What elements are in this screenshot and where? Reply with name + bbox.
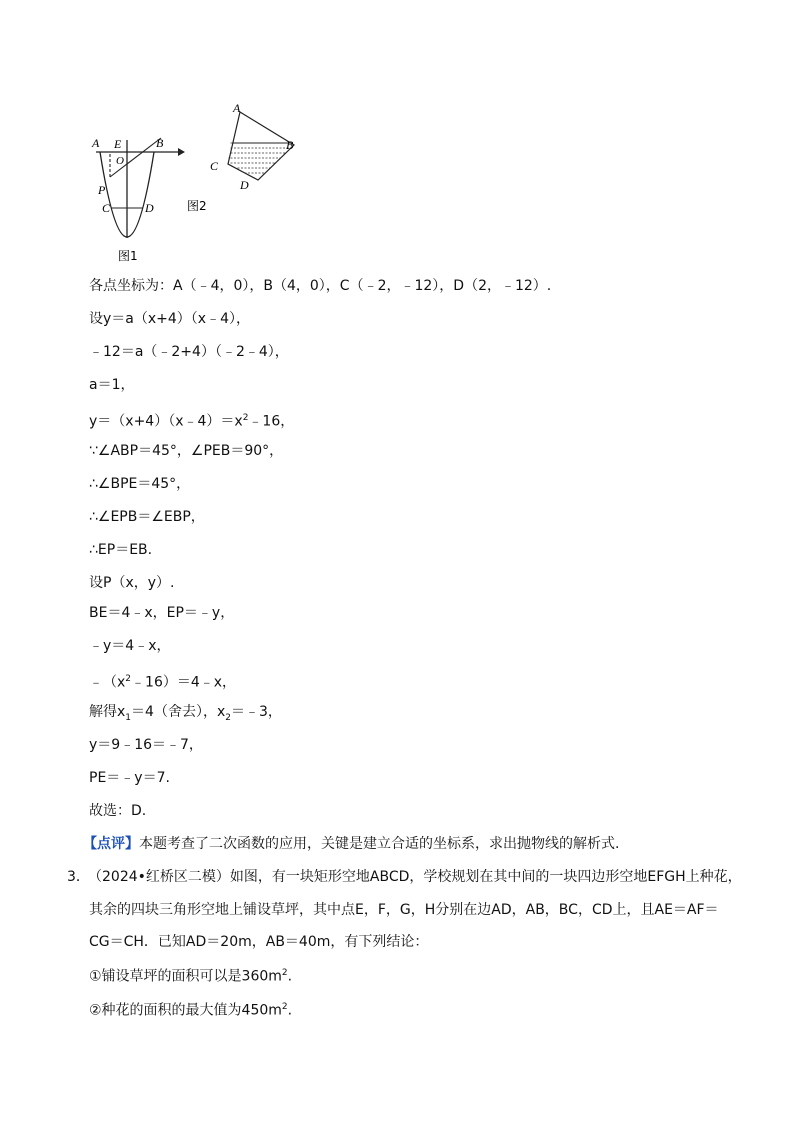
solution-line-2: ﹣12＝a（﹣2+4）（﹣2﹣4）， xyxy=(89,344,289,360)
container-outline xyxy=(228,112,294,180)
conclusion-1-period: . xyxy=(287,968,293,985)
label-p: P xyxy=(98,183,106,197)
subscript-1: 1 xyxy=(125,712,132,723)
label-d: D xyxy=(240,178,249,192)
label-o: O xyxy=(116,155,124,167)
solution-line-13-part-b: ＝4（舍去），x xyxy=(131,704,226,720)
label-b: B xyxy=(156,136,164,150)
solution-line-1: 设y＝a（x+4）（x﹣4）， xyxy=(89,311,250,327)
solution-line-15: PE＝﹣y＝7. xyxy=(89,770,170,786)
solution-line-7: ∴∠EPB＝∠EBP， xyxy=(89,509,205,525)
label-d: D xyxy=(145,201,154,215)
solution-line-6: ∴∠BPE＝45°， xyxy=(89,476,191,492)
solution-line-13-part-a: 解得x xyxy=(89,704,126,720)
label-c: C xyxy=(102,201,111,215)
label-a: A xyxy=(92,136,100,150)
solution-line-5: ∵∠ABP＝45°，∠PEB＝90°， xyxy=(89,443,284,459)
solution-line-12 xyxy=(89,669,236,693)
solution-line-4-part-a: y＝（x+4）（x﹣4）＝x xyxy=(89,413,243,430)
problem-3-line-3: CG＝CH．已知AD＝20m，AB＝40m，有下列结论： xyxy=(89,934,429,950)
problem-3-conclusion-1 xyxy=(89,963,292,987)
superscript-2: 2 xyxy=(242,413,249,423)
solution-line-13-part-c: ＝﹣3， xyxy=(230,704,282,720)
solution-coords: 各点坐标为：A（﹣4，0），B（4，0），C（﹣2，﹣12），D（2，﹣12）. xyxy=(89,278,552,294)
solution-line-8: ∴EP＝EB. xyxy=(89,542,153,558)
conclusion-2-period: . xyxy=(287,1002,293,1019)
solution-line-4 xyxy=(89,408,294,432)
solution-line-14: y＝9﹣16＝﹣7， xyxy=(89,737,203,753)
label-e: E xyxy=(114,137,122,151)
solution-line-9: 设P（x，y）. xyxy=(89,575,175,591)
solution-line-13 xyxy=(89,702,282,728)
superscript-2: 2 xyxy=(125,674,132,684)
superscript-2: 2 xyxy=(281,1002,288,1012)
superscript-2: 2 xyxy=(281,968,288,978)
solution-answer: 故选：D. xyxy=(89,803,147,819)
comment-text: 本题考查了二次函数的应用，关键是建立合适的坐标系，求出抛物线的解析式. xyxy=(139,836,620,852)
conclusion-1-text: ①铺设草坪的面积可以是360m xyxy=(89,968,282,985)
figure-1-caption: 图1 xyxy=(118,249,138,263)
figure-2-container xyxy=(180,100,300,215)
figure-1-parabola xyxy=(88,100,193,270)
figure-2-caption: 图2 xyxy=(187,199,207,213)
solution-line-3: a＝1， xyxy=(89,377,135,393)
label-b: B xyxy=(286,138,294,152)
problem-3-conclusion-2 xyxy=(89,997,292,1021)
problem-3-line-2: 其余的四块三角形空地上铺设草坪，其中点E，F，G，H分别在边AD，AB，BC，CD上，且AE＝AF＝ xyxy=(89,902,719,918)
problem-3-number: 3． xyxy=(67,869,90,885)
comment-tag: 【点评】 xyxy=(83,836,139,852)
subscript-2: 2 xyxy=(225,712,231,723)
solution-line-4-part-b: ﹣16， xyxy=(248,413,295,430)
solution-line-12-part-b: ﹣16）＝4﹣x， xyxy=(131,674,237,691)
conclusion-2-text: ②种花的面积的最大值为450m xyxy=(89,1002,282,1019)
solution-line-10: BE＝4﹣x，EP＝﹣y， xyxy=(89,605,235,621)
label-c: C xyxy=(210,159,219,173)
solution-line-12-part-a: ﹣（x xyxy=(89,674,126,691)
label-a: A xyxy=(233,101,241,115)
solution-comment xyxy=(83,834,619,854)
solution-line-11: ﹣y＝4﹣x， xyxy=(89,638,171,654)
problem-3-line-1: （2024•红桥区二模）如图，有一块矩形空地ABCD，学校规划在其中间的一块四边形空地EFGH上种花， xyxy=(88,869,742,885)
